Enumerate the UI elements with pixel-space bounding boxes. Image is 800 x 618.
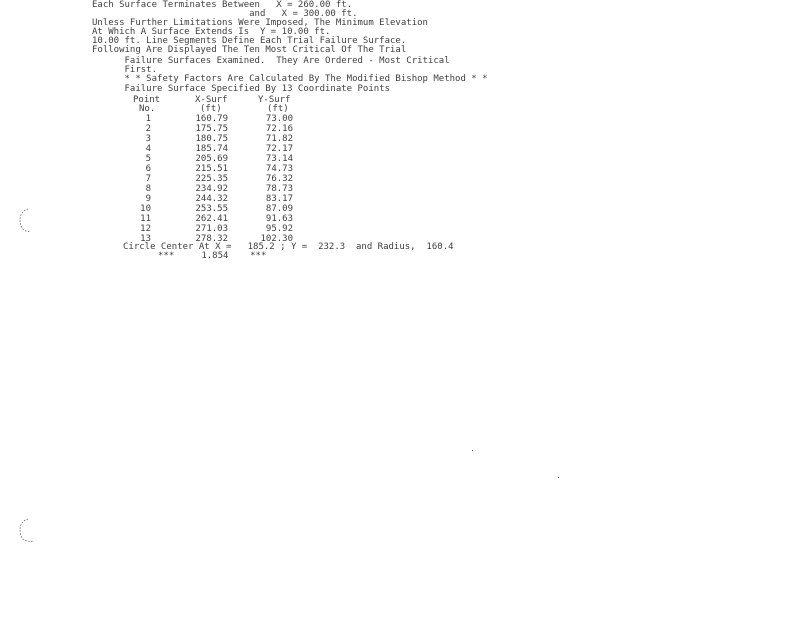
cell-x-surf: 262.41 xyxy=(195,214,228,224)
cell-x-surf: 205.69 xyxy=(195,154,228,164)
text-line-3: Unless Further Limitations Were Imposed, The Minimum Elevation xyxy=(92,18,428,28)
cell-x-surf: 278.32 xyxy=(195,234,228,244)
cell-point-no: 5 xyxy=(145,154,151,164)
header-y-surf: Y-Surf xyxy=(258,95,291,105)
text-line-5: 10.00 ft. Line Segments Define Each Trial Failure Surface. xyxy=(92,36,407,46)
cell-y-surf: 95.92 xyxy=(265,224,293,234)
cell-y-surf: 102.30 xyxy=(260,234,293,244)
text-line-8: First. xyxy=(92,65,158,75)
text-line-7: Failure Surfaces Examined. They Are Ordered - Most Critical xyxy=(92,56,450,66)
text-line-6: Following Are Displayed The Ten Most Critical Of The Trial xyxy=(92,45,407,55)
cell-x-surf: 244.32 xyxy=(195,194,228,204)
binder-hole-mark-bottom xyxy=(14,516,38,546)
binder-hole-mark-top xyxy=(14,206,34,236)
header-x-surf: X-Surf xyxy=(195,95,228,105)
cell-y-surf: 83.17 xyxy=(265,194,293,204)
cell-point-no: 13 xyxy=(140,234,151,244)
cell-point-no: 12 xyxy=(140,224,151,234)
cell-x-surf: 271.03 xyxy=(195,224,228,234)
text-line-1: Each Surface Terminates Between X = 260.00 ft. xyxy=(92,0,353,10)
text-line-2: and X = 300.00 ft. xyxy=(92,9,358,19)
scan-speck xyxy=(558,477,559,478)
safety-factor-line: *** 1.854 *** xyxy=(158,251,267,261)
cell-y-surf: 78.73 xyxy=(265,184,293,194)
cell-point-no: 4 xyxy=(145,144,151,154)
cell-point-no: 9 xyxy=(145,194,151,204)
header-y-unit: (ft) xyxy=(267,104,289,114)
cell-x-surf: 215.51 xyxy=(195,164,228,174)
cell-y-surf: 73.14 xyxy=(265,154,293,164)
cell-y-surf: 91.63 xyxy=(265,214,293,224)
text-line-10: Failure Surface Specified By 13 Coordinate Points xyxy=(92,84,391,94)
cell-point-no: 6 xyxy=(145,164,151,174)
cell-x-surf: 225.35 xyxy=(195,174,228,184)
cell-x-surf: 175.75 xyxy=(195,124,228,134)
cell-y-surf: 72.16 xyxy=(265,124,293,134)
cell-x-surf: 185.74 xyxy=(195,144,228,154)
cell-y-surf: 76.32 xyxy=(265,174,293,184)
cell-x-surf: 253.55 xyxy=(195,204,228,214)
cell-point-no: 8 xyxy=(145,184,151,194)
cell-point-no: 10 xyxy=(140,204,151,214)
cell-x-surf: 180.75 xyxy=(195,134,228,144)
header-x-unit: (ft) xyxy=(200,104,222,114)
cell-x-surf: 234.92 xyxy=(195,184,228,194)
text-line-4: At Which A Surface Extends Is Y = 10.00 ft. xyxy=(92,27,331,37)
cell-y-surf: 73.00 xyxy=(265,114,293,124)
cell-point-no: 1 xyxy=(145,114,151,124)
cell-y-surf: 72.17 xyxy=(265,144,293,154)
text-line-9: * * Safety Factors Are Calculated By The Modified Bishop Method * * xyxy=(92,74,488,84)
cell-y-surf: 71.82 xyxy=(265,134,293,144)
cell-point-no: 3 xyxy=(145,134,151,144)
cell-x-surf: 160.79 xyxy=(195,114,228,124)
cell-point-no: 2 xyxy=(145,124,151,134)
cell-y-surf: 87.09 xyxy=(265,204,293,214)
cell-y-surf: 74.73 xyxy=(265,164,293,174)
cell-point-no: 7 xyxy=(145,174,151,184)
scan-speck xyxy=(472,450,473,451)
header-point: Point xyxy=(133,95,161,105)
circle-center-line: Circle Center At X = 185.2 ; Y = 232.3 and Radius, 160.4 xyxy=(123,242,454,252)
header-no: No. xyxy=(139,104,156,114)
cell-point-no: 11 xyxy=(140,214,151,224)
